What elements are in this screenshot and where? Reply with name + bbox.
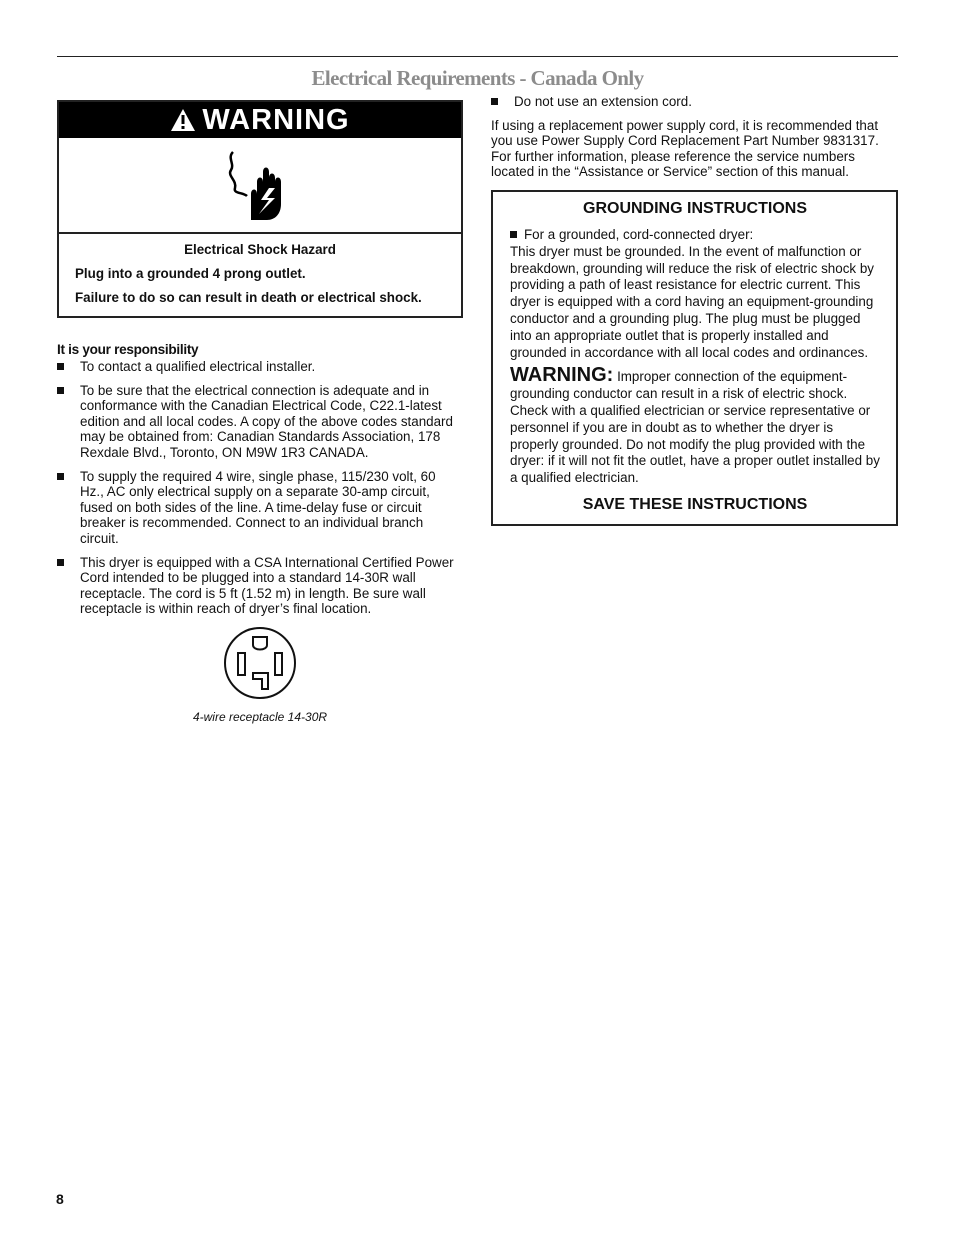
warning-line-1: Plug into a grounded 4 prong outlet. [75, 266, 306, 281]
top-rule [57, 56, 898, 57]
responsibility-list [57, 359, 463, 617]
warning-label: WARNING: [510, 364, 614, 387]
hazard-title: Electrical Shock Hazard [184, 242, 336, 257]
receptacle-14-30r-icon [222, 625, 298, 701]
warning-triangle-icon [170, 108, 196, 132]
page-number: 8 [56, 1191, 64, 1207]
warning-box [57, 100, 463, 318]
grounding-warning [510, 364, 880, 487]
right-column [491, 94, 898, 526]
list-item: To contact a qualified electrical installer. [57, 359, 463, 375]
warning-text: Improper connection of the equipment-grounding conductor can result in a risk of electric shock. Check with a qualified electrician or service representative or personnel if you are in doubt as to whether the dryer is properly grounded. Do not modify the plug provided with the dryer: if it will not fit the outlet, have a proper outlet installed by a qualified electrician. [510, 369, 880, 486]
list-item: Do not use an extension cord. [491, 94, 898, 110]
warning-header-label: WARNING [202, 103, 350, 136]
shock-hazard-area [59, 138, 461, 234]
grounding-instructions-box [491, 190, 898, 526]
grounding-title: GROUNDING INSTRUCTIONS [583, 199, 807, 217]
left-column [57, 100, 463, 724]
warning-text [59, 234, 461, 316]
responsibility-heading: It is your responsibility [57, 342, 199, 357]
grounding-body: This dryer must be grounded. In the event of malfunction or breakdown, grounding will reduce the risk of electric shock by providing a path of least resistance for electric current. This dryer is equipped with a cord having an equipment-grounding conductor and a grounding plug. The plug must be plugged into an appropriate outlet that is properly installed and grounded in accordance with all local codes and ordinances. [510, 243, 874, 360]
section-title: Electrical Requirements - Canada Only [311, 66, 644, 90]
grounding-bullet: For a grounded, cord-connected dryer: [510, 227, 880, 244]
warning-header [59, 102, 461, 138]
warning-line-2: Failure to do so can result in death or electrical shock. [75, 290, 422, 305]
electric-shock-hand-icon [225, 148, 295, 224]
list-item: To be sure that the electrical connection is adequate and in conformance with the Canadian Electrical Code, C22.1-latest edition and all local codes. A copy of the above codes standard may be obtained from: Canadian Standards Association, 178 Rexdale Blvd., Toronto, ON M9W 1R3 CANADA. [57, 383, 463, 461]
list-item: This dryer is equipped with a CSA International Certified Power Cord intended to be plugged into a standard 14-30R wall receptacle. The cord is 5 ft (1.52 m) in length. Be sure wall receptacle is within reach of dryer’s final location. [57, 555, 463, 617]
extension-cord-list [491, 94, 898, 110]
replacement-cord-paragraph: If using a replacement power supply cord, it is recommended that you use Power Supply Cord Replacement Part Number 9831317. For further information, please reference the service numbers located in the “Assistance or Service” section of this manual. [491, 117, 879, 180]
receptacle-figure [57, 625, 463, 724]
save-instructions: SAVE THESE INSTRUCTIONS [582, 495, 808, 513]
list-item: To supply the required 4 wire, single phase, 115/230 volt, 60 Hz., AC only electrical supply on a separate 30-amp circuit, fused on both sides of the line. A time-delay fuse or circuit breaker is recommended. Connect to an individual branch circuit. [57, 469, 463, 547]
receptacle-caption: 4-wire receptacle 14-30R [192, 709, 328, 724]
